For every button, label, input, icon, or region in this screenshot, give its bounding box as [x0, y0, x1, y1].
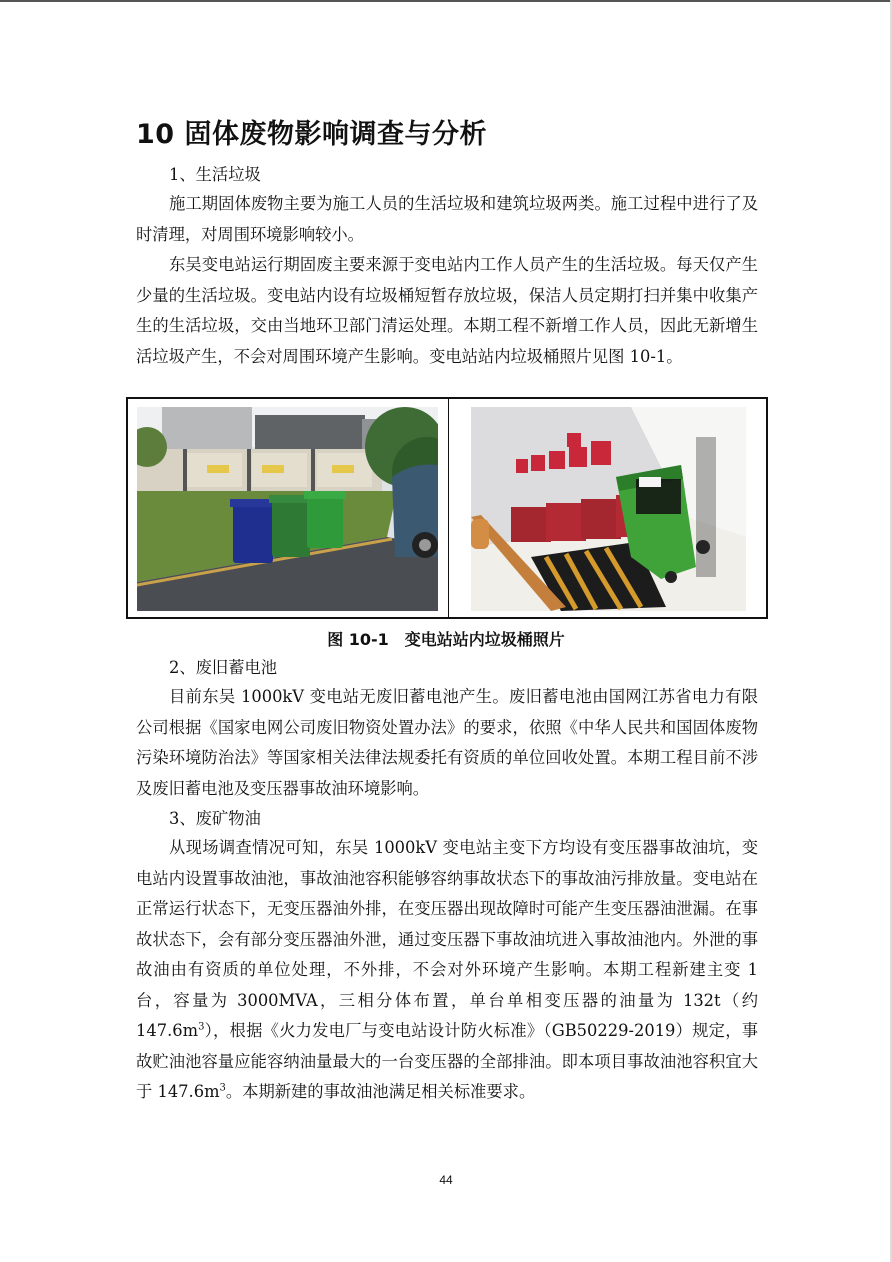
figure-caption: 图 10-1 变电站站内垃圾桶照片 — [327, 630, 565, 649]
section-1-title: 1、生活垃圾 — [169, 165, 261, 184]
outdoor-bins-photo — [137, 407, 438, 611]
section-2-paragraph-1: 目前东吴 1000kV 变电站无废旧蓄电池产生。废旧蓄电池由国网江苏省电力有限公司根据《国家电网公司废旧物资处置办法》的要求，依照《中华人民共和国固体废物污染环境防治法》等国家相关法律法规委托有资质的单位回收处置。本期工程目前不涉及废旧蓄电池及变压器事故油环境影响。 — [136, 687, 758, 798]
section-3-text-part-b: ），根据《火力发电厂与变电站设计防火标准》（GB50229-2019）规定，事故贮油池容量应能容纳油量最大的一台变压器的全部排油。即本项目事故油池容积宜大于 147.6m — [136, 1021, 758, 1101]
page-number: 44 — [439, 1173, 453, 1187]
superscript-cubic-1: 3 — [198, 1021, 205, 1033]
superscript-cubic-2: 3 — [219, 1082, 226, 1094]
section-3-text-part-c: 。本期新建的事故油池满足相关标准要求。 — [225, 1082, 536, 1101]
figure-10-1-frame — [126, 397, 768, 619]
section-3-text-part-a: 从现场调查情况可知，东吴 1000kV 变电站主变下方均设有变压器事故油坑，变电站内设置事故油池，事故油池容积能够容纳事故状态下的事故油污排放量。变电站在正常运行状态下，无变压器油外排，在变压器出现故障时可能产生变压器油泄漏。在事故状态下，会有部分变压器油外泄，通过变压器下事故油坑进入事故油池内。外泄的事故油由有资质的单位处理，不外排，不会对外环境产生影响。本期工程新建主变 1 台，容量为 3000MVA，三相分体布置，单台单相变压器的油量为 132t（约 147.6m — [136, 838, 758, 1040]
figure-divider — [448, 399, 449, 617]
indoor-bins-photo — [471, 407, 746, 611]
page-top-border — [0, 0, 892, 2]
chapter-heading: 10 固体废物影响调查与分析 — [136, 119, 487, 150]
section-3-title: 3、废矿物油 — [169, 809, 261, 828]
section-2-title: 2、废旧蓄电池 — [169, 658, 278, 677]
section-1-paragraph-1: 施工期固体废物主要为施工人员的生活垃圾和建筑垃圾两类。施工过程中进行了及时清理，对周围环境影响较小。 — [136, 194, 758, 244]
section-3-paragraph-1 — [136, 833, 758, 1108]
section-1-paragraph-2: 东吴变电站运行期固废主要来源于变电站内工作人员产生的生活垃圾。每天仅产生少量的生活垃圾。变电站内设有垃圾桶短暂存放垃圾，保洁人员定期打扫并集中收集产生的生活垃圾，交由当地环卫部门清运处理。本期工程不新增工作人员，因此无新增生活垃圾产生，不会对周围环境产生影响。变电站站内垃圾桶照片见图 10-1。 — [136, 255, 758, 366]
